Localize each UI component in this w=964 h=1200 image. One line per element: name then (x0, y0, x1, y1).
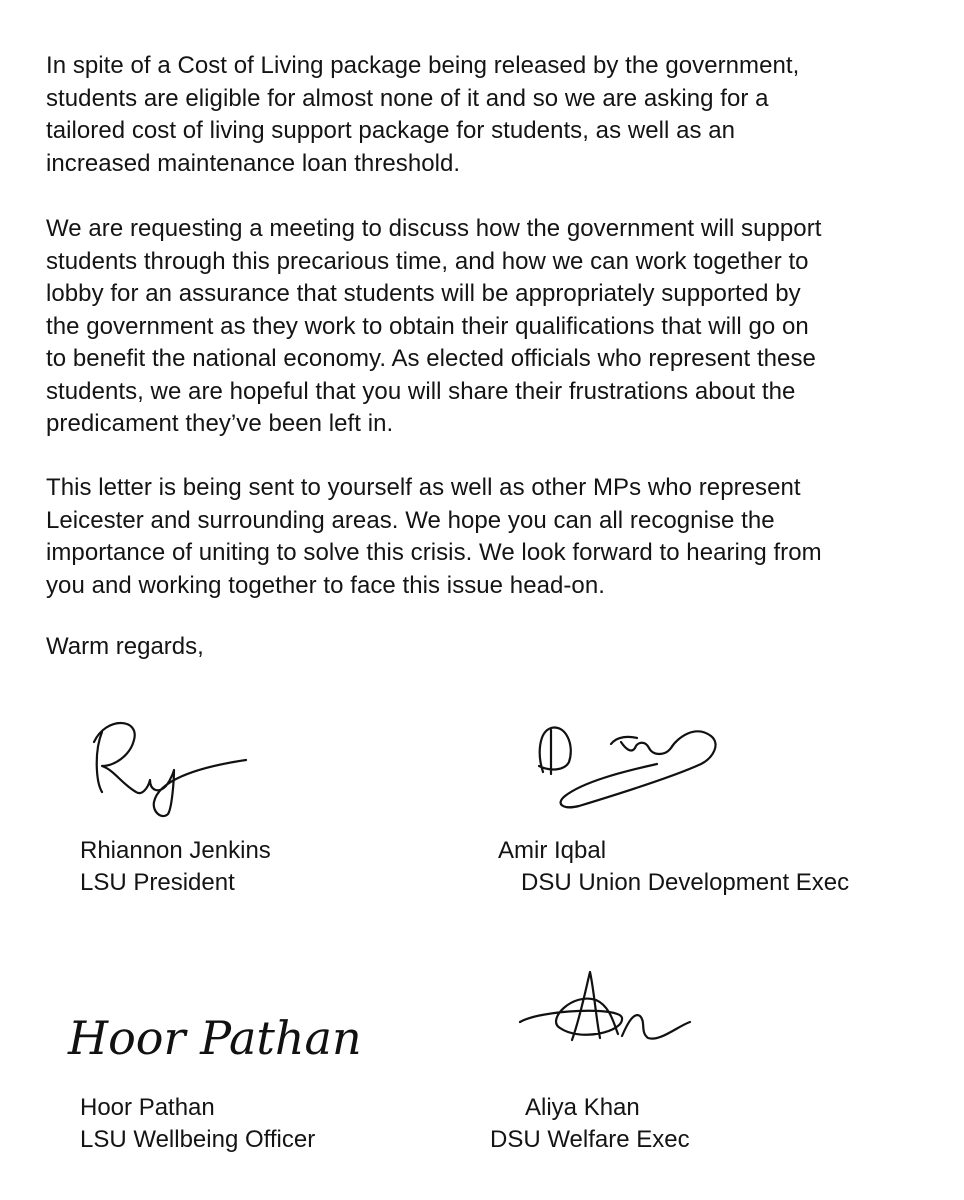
signatory-amir-iqbal (498, 835, 849, 899)
signatory-name: Hoor Pathan (80, 1094, 215, 1121)
paragraph-line: In spite of a Cost of Living package being released by the government, (46, 52, 800, 79)
signature-hoor-pathan (64, 1000, 362, 1070)
signatory-role: LSU President (80, 869, 235, 896)
closing-salutation: Warm regards, (46, 633, 204, 660)
paragraph-line: students through this precarious time, and how we can work together to (46, 247, 809, 275)
paragraph-line: the government as they work to obtain their qualifications that will go on (46, 312, 809, 340)
paragraph-line: to benefit the national economy. As elected officials who represent these (46, 345, 816, 372)
paragraph-line: you and working together to face this issue head-on. (46, 571, 605, 599)
signatory-role: DSU Union Development Exec (521, 869, 850, 896)
paragraph-line: This letter is being sent to yourself as well as other MPs who represent (46, 474, 801, 501)
signature-aliya-khan (510, 962, 710, 1062)
paragraph-line: lobby for an assurance that students will be appropriately supported by (46, 280, 801, 307)
paragraph-line: We are requesting a meeting to discuss how the government will support (46, 215, 822, 242)
signature-rhiannon-jenkins (88, 712, 258, 824)
signatory-role: DSU Welfare Exec (490, 1126, 690, 1153)
paragraph-line: Leicester and surrounding areas. We hope you can all recognise the (46, 506, 775, 534)
paragraph-3 (46, 472, 936, 602)
signatory-name: Aliya Khan (525, 1094, 640, 1121)
signature-script-text: Hoor Pathan (68, 1011, 362, 1065)
paragraph-line: students, we are hopeful that you will share their frustrations about the (46, 377, 796, 405)
paragraph-line: tailored cost of living support package for students, as well as an (46, 117, 736, 144)
paragraph-2 (46, 213, 936, 441)
signatory-role: LSU Wellbeing Officer (80, 1126, 316, 1153)
paragraph-line: importance of uniting to solve this crisis. We look forward to hearing from (46, 539, 822, 566)
paragraph-1 (46, 50, 936, 180)
signature-amir-iqbal (525, 714, 735, 814)
signatory-aliya-khan (490, 1092, 690, 1156)
paragraph-line: increased maintenance loan threshold. (46, 149, 461, 177)
signatory-hoor-pathan (80, 1092, 315, 1156)
paragraph-line: students are eligible for almost none of it and so we are asking for a (46, 84, 769, 112)
signatory-name: Rhiannon Jenkins (80, 837, 271, 864)
signatory-rhiannon-jenkins (80, 835, 271, 899)
paragraph-line: predicament they’ve been left in. (46, 410, 394, 437)
signatory-name: Amir Iqbal (498, 837, 607, 864)
